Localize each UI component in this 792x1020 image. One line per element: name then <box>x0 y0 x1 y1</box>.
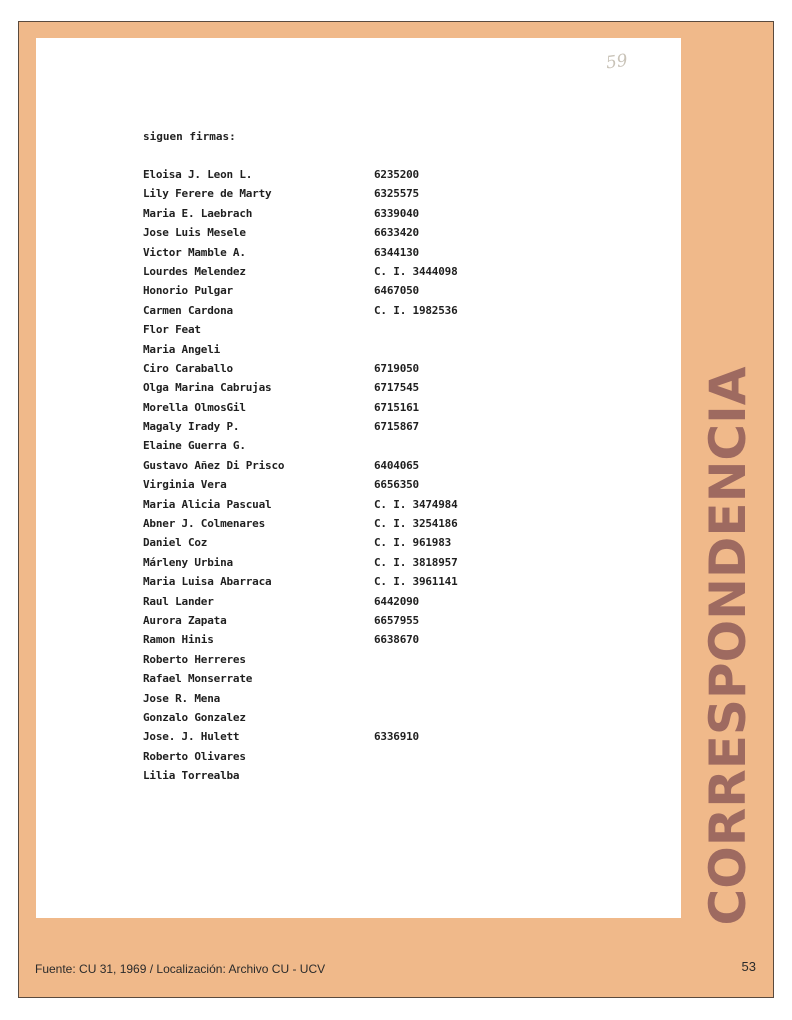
signature-row <box>143 439 523 458</box>
signature-id: 6656350 <box>374 478 419 492</box>
signature-name: Maria E. Laebrach <box>143 206 253 220</box>
signature-name: Gonzalo Gonzalez <box>143 710 246 724</box>
signature-name: Lourdes Melendez <box>143 264 246 278</box>
signature-name: Elaine Guerra G. <box>143 439 246 453</box>
signature-id: 6442090 <box>374 594 419 608</box>
signature-id: C. I. 1982536 <box>374 303 458 317</box>
signature-row <box>143 711 523 730</box>
signature-name: Raul Lander <box>143 594 214 608</box>
signature-name: Maria Luisa Abarraca <box>143 575 272 589</box>
signature-row <box>143 420 523 439</box>
signature-row <box>143 226 523 245</box>
signature-id: C. I. 3818957 <box>374 555 458 569</box>
signature-name: Olga Marina Cabrujas <box>143 381 272 395</box>
signature-row <box>143 459 523 478</box>
signature-name: Jose. J. Hulett <box>143 730 240 744</box>
signature-id: 6657955 <box>374 613 419 627</box>
signature-id: 6235200 <box>374 168 419 181</box>
signature-name: Abner J. Colmenares <box>143 517 266 531</box>
signature-name: Roberto Herreres <box>143 652 246 666</box>
signature-name: Jose Luis Mesele <box>143 226 246 240</box>
signature-id: C. I. 3444098 <box>374 264 458 278</box>
signature-row <box>143 692 523 711</box>
signature-id: 6467050 <box>374 284 419 298</box>
signature-row <box>143 207 523 226</box>
signature-id: 6344130 <box>374 245 419 259</box>
signature-name: Flor Feat <box>143 323 201 337</box>
signature-id: 6638670 <box>374 633 419 647</box>
signature-name: Carmen Cardona <box>143 303 233 317</box>
signature-name: Maria Alicia Pascual <box>143 497 272 511</box>
signature-name: Victor Mamble A. <box>143 245 246 259</box>
signature-row <box>143 362 523 381</box>
signature-id: 6719050 <box>374 361 419 375</box>
signature-name: Magaly Irady P. <box>143 420 240 434</box>
signature-id: 6404065 <box>374 458 419 472</box>
signature-row <box>143 750 523 769</box>
signature-row <box>143 187 523 206</box>
source-caption: Fuente: CU 31, 1969 / Localización: Archivo CU - UCV <box>35 962 326 976</box>
document-intro: siguen firmas: <box>143 130 236 143</box>
signature-row <box>143 401 523 420</box>
signature-row <box>143 517 523 536</box>
signature-name: Eloisa J. Leon L. <box>143 168 253 181</box>
signature-id: C. I. 3474984 <box>374 497 458 511</box>
signature-name: Rafael Monserrate <box>143 672 253 686</box>
signature-id: 6633420 <box>374 226 419 240</box>
signature-id: 6339040 <box>374 206 419 220</box>
signature-row <box>143 556 523 575</box>
signature-row <box>143 478 523 497</box>
signature-row <box>143 769 523 788</box>
signature-row <box>143 672 523 691</box>
signature-name: Lily Ferere de Marty <box>143 187 272 201</box>
signature-id: 6715161 <box>374 400 419 414</box>
signature-id: 6336910 <box>374 730 419 744</box>
signature-id: 6325575 <box>374 187 419 201</box>
signature-row <box>143 575 523 594</box>
signature-row <box>143 168 523 187</box>
signature-row <box>143 614 523 633</box>
signature-name: Ciro Caraballo <box>143 361 233 375</box>
signature-id: C. I. 961983 <box>374 536 452 550</box>
page-number: 53 <box>741 959 756 974</box>
signature-name: Gustavo Añez Di Prisco <box>143 458 285 472</box>
signature-name: Maria Angeli <box>143 342 221 356</box>
signature-name: Jose R. Mena <box>143 691 221 705</box>
signature-name: Roberto Olivares <box>143 749 246 763</box>
signature-name: Aurora Zapata <box>143 613 227 627</box>
signature-name: Ramon Hinis <box>143 633 214 647</box>
signature-row <box>143 498 523 517</box>
signature-id: 6715867 <box>374 420 419 434</box>
signature-id: C. I. 3254186 <box>374 517 458 531</box>
signature-row <box>143 730 523 749</box>
signature-name: Márleny Urbina <box>143 555 233 569</box>
signature-name: Honorio Pulgar <box>143 284 233 298</box>
signature-name: Lilia Torrealba <box>143 769 240 783</box>
signature-row <box>143 381 523 400</box>
signature-name: Daniel Coz <box>143 536 208 550</box>
signature-row <box>143 265 523 284</box>
signature-row <box>143 633 523 652</box>
signature-row <box>143 323 523 342</box>
signature-row <box>143 595 523 614</box>
signature-name: Virginia Vera <box>143 478 227 492</box>
signature-row <box>143 304 523 323</box>
signature-name: Morella OlmosGil <box>143 400 246 414</box>
signature-row <box>143 343 523 362</box>
signature-row <box>143 284 523 303</box>
signature-row <box>143 536 523 555</box>
signature-row <box>143 653 523 672</box>
signature-list <box>143 168 523 789</box>
handwritten-page-number: 59 <box>604 50 629 74</box>
signature-id: 6717545 <box>374 381 419 395</box>
signature-id: C. I. 3961141 <box>374 575 458 589</box>
signature-row <box>143 246 523 265</box>
section-title: CORRESPONDENCIA <box>699 366 757 926</box>
